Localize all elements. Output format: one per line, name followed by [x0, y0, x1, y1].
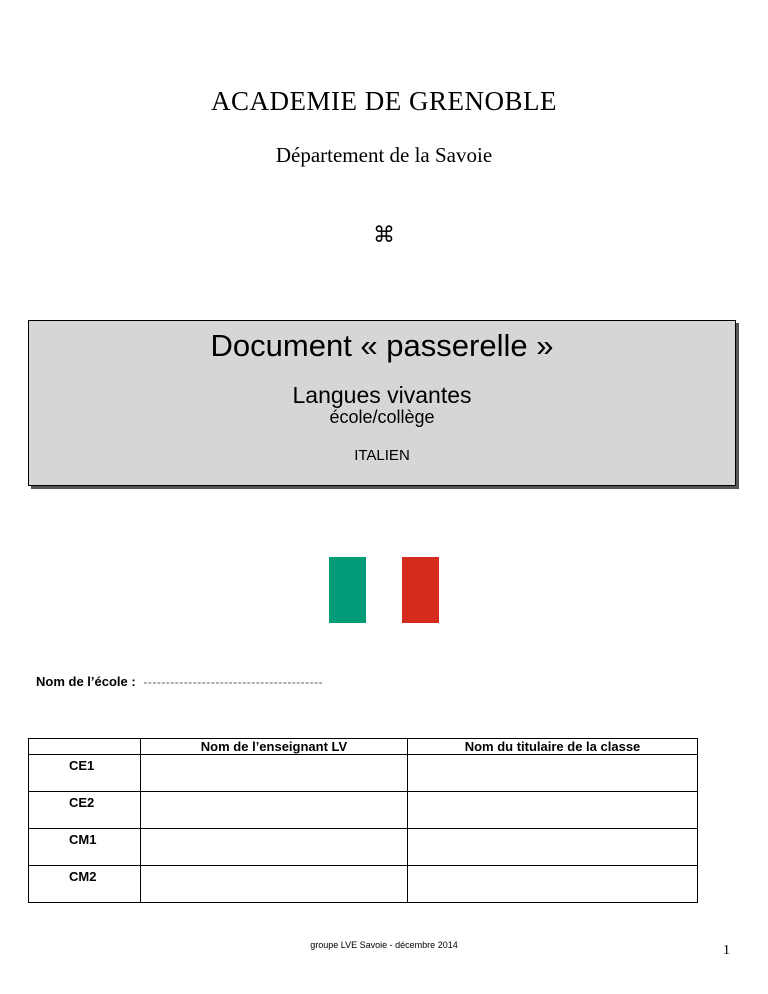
language-label: ITALIEN [354, 447, 410, 464]
page-number: 1 [723, 943, 730, 958]
table-corner-cell [29, 739, 141, 755]
row-level-label: CM1 [29, 829, 141, 866]
teacher-cell[interactable] [141, 755, 408, 792]
flag-stripe-green [329, 557, 366, 623]
table-header-row [29, 739, 698, 755]
teacher-cell[interactable] [141, 829, 408, 866]
academy-title: ACADEMIE DE GRENOBLE [211, 86, 557, 116]
row-level-label: CE2 [29, 792, 141, 829]
titular-cell[interactable] [408, 792, 698, 829]
table-row [29, 755, 698, 792]
table-row [29, 829, 698, 866]
header-class-titular: Nom du titulaire de la classe [408, 739, 698, 755]
school-level-label: école/collège [329, 407, 435, 427]
title-box [28, 320, 736, 486]
school-name-label: Nom de l’école : [36, 674, 136, 689]
row-level-label: CM2 [29, 866, 141, 903]
titular-cell[interactable] [408, 866, 698, 903]
titular-cell[interactable] [408, 755, 698, 792]
italian-flag-icon [329, 557, 439, 623]
flag-stripe-red [402, 557, 439, 623]
header-teacher-lv: Nom de l’enseignant LV [141, 739, 408, 755]
teacher-cell[interactable] [141, 866, 408, 903]
table-row [29, 792, 698, 829]
command-symbol-icon: ⌘ [373, 222, 395, 247]
teacher-cell[interactable] [141, 792, 408, 829]
footer-text: groupe LVE Savoie - décembre 2014 [310, 940, 458, 950]
flag-stripe-white [366, 557, 403, 623]
titular-cell[interactable] [408, 829, 698, 866]
school-name-field[interactable]: ---------------------------------------- [143, 675, 324, 689]
subject-label: Langues vivantes [292, 382, 472, 408]
table-row [29, 866, 698, 903]
row-level-label: CE1 [29, 755, 141, 792]
teacher-table [28, 738, 698, 903]
school-name-row [36, 674, 323, 689]
document-title: Document « passerelle » [210, 328, 554, 363]
department-name: Département de la Savoie [275, 143, 493, 167]
